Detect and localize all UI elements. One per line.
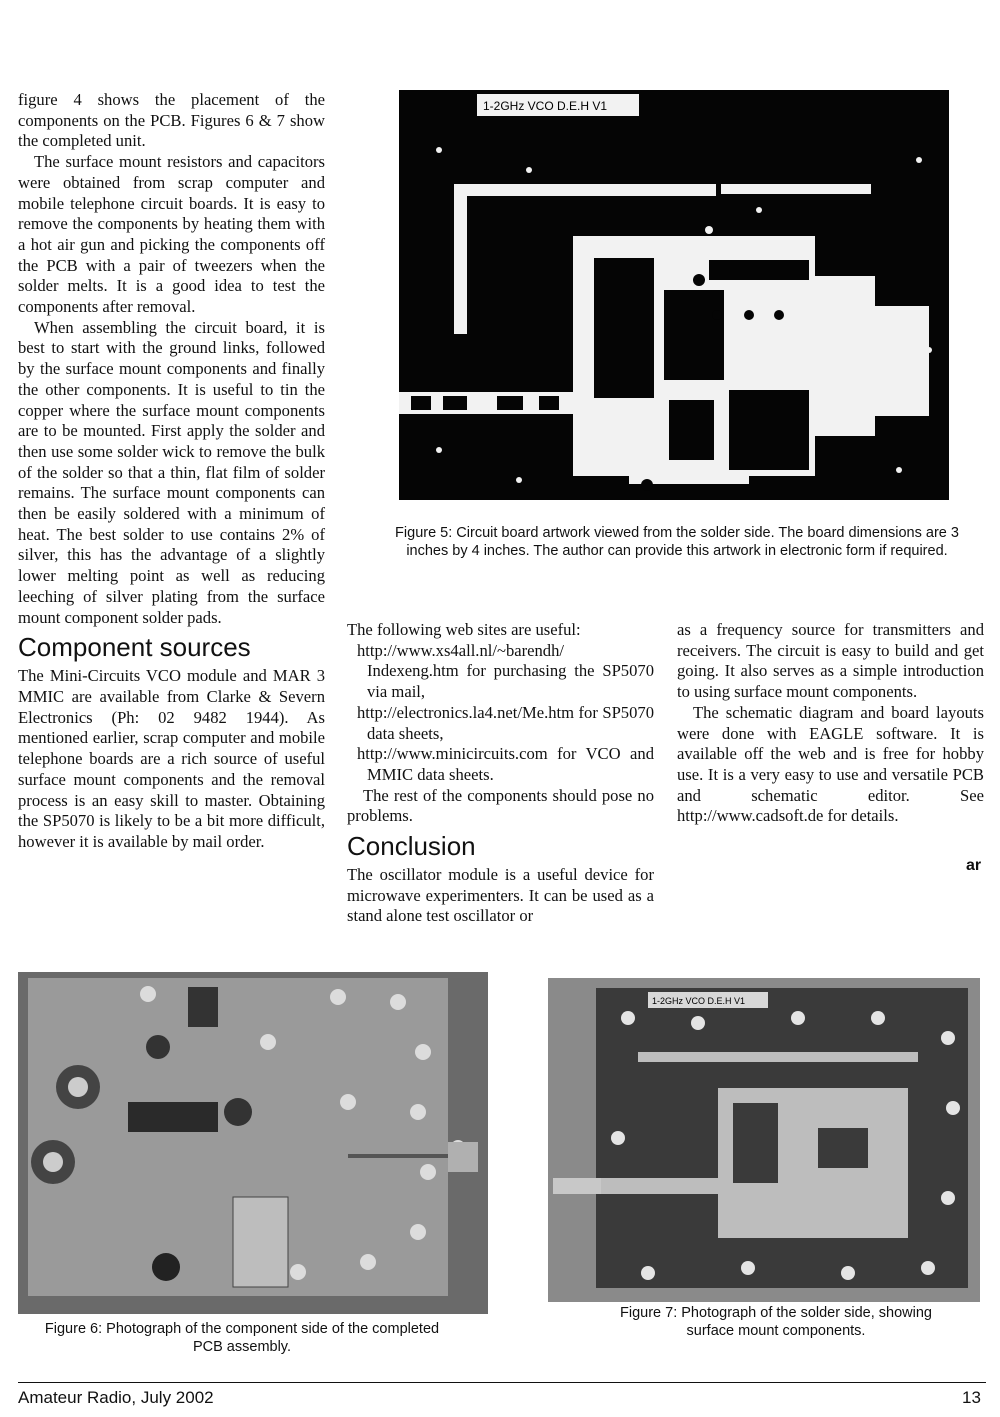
col3-paragraph-1: as a frequency source for transmitters and receivers. The circuit is easy to build and get going. It also serves as a simple introduction to using surface mount components. [677, 620, 984, 702]
col1-paragraph-1: figure 4 shows the placement of the components on the PCB. Figures 6 & 7 show the completed unit. [18, 90, 325, 151]
col2-paragraph-1: The rest of the components should pose no problems. [347, 785, 654, 826]
col2-link-1: http://www.xs4all.nl/~barendh/ Indexeng.htm for purchasing the SP5070 via mail, [357, 640, 654, 702]
col2-paragraph-2: The oscillator module is a useful device for microwave experimenters. It can be used as a stand alone test oscillator or [347, 865, 654, 926]
figure-6-caption: Figure 6: Photograph of the component side of the completed PCB assembly. [44, 1321, 440, 1355]
figure-5-caption: Figure 5: Circuit board artwork viewed from the solder side. The board dimensions are 3 inches by 4 inches. The author can provide this artwork in electronic form if required. [395, 525, 959, 559]
col1-paragraph-2: The surface mount resistors and capacitors were obtained from scrap computer and mobile telephone circuit boards. It is easy to remove the components by heating them with a hot air gun and picking the components off the PCB with a pair of tweezers when the solder melts. It is a good idea to test the components after removal. [18, 152, 325, 317]
column-3 [677, 620, 984, 827]
component-side-photo [18, 972, 488, 1314]
photo-board-label: 1-2GHz VCO D.E.H V1 [652, 996, 746, 1006]
col1-paragraph-4: The Mini-Circuits VCO module and MAR 3 MMIC are available from Clarke & Severn Electronics (Ph: 02 9482 1944). As mentioned earlier, scrap computer and mobile telephone boards are a rich source of useful surface mount components and the removal process is an easy skill to master. Obtaining the SP5070 is likely to be a bit more difficult, however it is available by mail order. [18, 666, 325, 851]
figure-7-caption: Figure 7: Photograph of the solder side, showing surface mount components. [620, 1305, 932, 1339]
pcb-label: 1-2GHz VCO D.E.H V1 [483, 99, 608, 113]
footer-page-number: 13 [962, 1388, 981, 1407]
col3-paragraph-2: The schematic diagram and board layouts were done with EAGLE software. It is available off the web and is free for hobby use. It is a very easy to use and versatile PCB and schematic editor. See http://www.cadsoft.de for details. [677, 702, 984, 826]
figure-5-pcb-artwork [399, 90, 949, 500]
footer-publication: Amateur Radio, July 2002 [18, 1388, 214, 1407]
solder-side-photo [548, 978, 980, 1302]
heading-conclusion: Conclusion [347, 831, 476, 862]
figure-6-photo [18, 972, 488, 1314]
column-2 [347, 620, 654, 927]
article-end-mark: ar [966, 857, 982, 874]
footer-rule [18, 1382, 986, 1383]
column-1 [18, 90, 325, 853]
col2-link-3: http://www.minicircuits.com for VCO and MMIC data sheets. [357, 744, 654, 784]
figure-7-photo [548, 978, 980, 1302]
col2-intro: The following web sites are useful: [347, 620, 581, 639]
col2-link-2: http://electronics.la4.net/Me.htm for SP5070 data sheets, [357, 702, 654, 743]
pcb-artwork-graphic [399, 90, 949, 500]
col1-paragraph-3: When assembling the circuit board, it is best to start with the ground links, followed by the surface mount components and finally the other components. It is useful to tin the copper where the surface mount components are to be mounted. First apply the solder and then use some solder wick to remove the bulk of the solder so that a thin, flat film of solder remains. The surface mount components can then be easily soldered with a minimum of heat. The best solder to use contains 2% of silver, this has the advantage of a slightly lower melting point as well as reducing leeching of silver plating from the surface mount component solder pads. [18, 317, 325, 627]
heading-component-sources: Component sources [18, 632, 251, 663]
